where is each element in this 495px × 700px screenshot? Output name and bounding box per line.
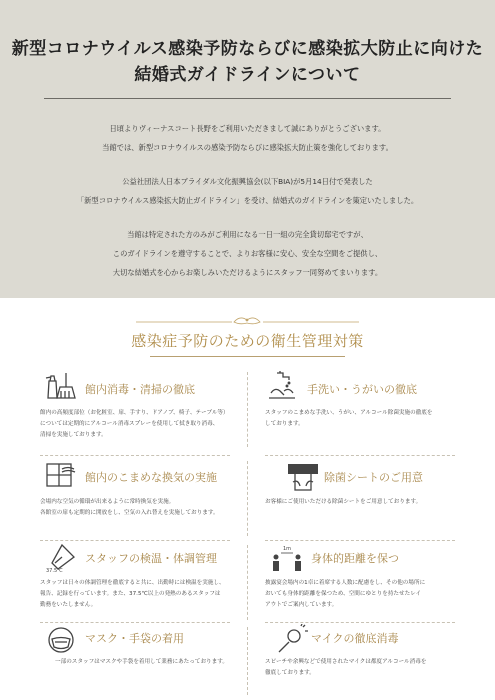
column-divider [247, 372, 248, 447]
ventilation-icon [44, 460, 78, 490]
intro-line: 「新型コロナウイルス感染拡大防止ガイドライン」を受け、結婚式のガイドラインを策定いたしました。 [76, 196, 419, 205]
card-description: スタッフのこまめな手洗い、うがい、アルコール除菌実施の徹底を しております。 [265, 410, 433, 427]
intro-line: 大切な結婚式を心からお楽しみいただけるようにスタッフ一同努めてまいります。 [112, 268, 383, 277]
card-description: スタッフは日々の体調管理を徹底すると共に、出勤時には検温を実施し、 報告、記録を行っています。また、37.5℃以上の発熱のあるスタッフは 勤務をいたしません。 [40, 580, 225, 608]
card-title: 館内のこまめな換気の実施 [85, 471, 217, 484]
intro-line: このガイドラインを遵守することで、よりお客様に安心、安全な空間をご提供し、 [112, 249, 383, 258]
card-description: 館内の高頻度部位（お化粧室、扉、手すり、ドアノブ、椅子、テーブル等） については定期的にアルコール消毒スプレーを使用して拭き取り消毒、 清掃を実施しております。 [40, 410, 229, 438]
header-banner [0, 0, 495, 298]
section-title: 感染症予防のための衛生管理対策 [131, 332, 364, 350]
svg-text:37.5℃: 37.5℃ [46, 568, 63, 573]
intro-line: 日頃よりヴィーナスコート長野をご利用いただきまして誠にありがとうございます。 [109, 124, 386, 133]
card-title: マスク・手袋の着用 [85, 632, 184, 645]
page-title-line1: 新型コロナウイルス感染予防ならびに感染拡大防止に向けた [11, 39, 484, 59]
page-title-line2: 結婚式ガイドラインについて [134, 65, 361, 85]
row-divider [265, 455, 455, 456]
distance-icon [270, 543, 304, 573]
card-title: 館内消毒・清掃の徹底 [85, 383, 195, 396]
row-divider [265, 540, 455, 541]
column-divider [247, 461, 248, 536]
microphone-icon [275, 624, 309, 654]
svg-text:1m: 1m [283, 546, 292, 552]
intro-line: 当館では、新型コロナウイルスの感染予防ならびに感染拡大防止策を強化しております。 [102, 143, 393, 152]
card-description: スピーチや余興などで使用されたマイクは都度アルコール消毒を 徹底しております。 [265, 659, 427, 676]
row-divider [265, 622, 455, 623]
thermometer-icon [44, 543, 78, 573]
card-description: 会場内な空気の循環が出来るように常時換気を実施。 各館室の扉も定期的に開放をし、空気の入れ替えを実施しております。 [40, 499, 219, 516]
card-description: お客様にご使用いただける除菌シートをご用意しております。 [265, 499, 422, 505]
wipe-sheet-icon [286, 462, 320, 492]
handwash-icon [265, 371, 299, 401]
intro-line: 当館は特定された方のみがご利用になる一日一組の完全貸切邸宅ですが、 [127, 230, 368, 239]
intro-line: 公益社団法人日本ブライダル文化振興協会(以下BIA)が5月14日付で発表した [122, 177, 373, 186]
card-description: 一部のスタッフはマスクや手袋を着用して業務にあたっております。 [55, 659, 228, 665]
card-title: マイクの徹底消毒 [311, 632, 399, 645]
title-divider [44, 98, 451, 99]
card-title: 除菌シートのご用意 [324, 471, 423, 484]
cleaning-broom-icon [44, 371, 78, 401]
row-divider [40, 622, 230, 623]
row-divider [40, 455, 230, 456]
column-divider [247, 545, 248, 620]
card-title: 手洗い・うがいの徹底 [307, 383, 417, 396]
mask-icon [44, 625, 78, 655]
column-divider [247, 627, 248, 695]
card-title: スタッフの検温・体調管理 [85, 552, 217, 565]
card-description: 披露宴会場内の1卓に着席する人数に配慮をし、その他の場所に おいても身体的距離を保つため、空間にゆとりを持たせたレイ アウトでご案内しています。 [265, 580, 426, 608]
ornament-divider [136, 314, 359, 326]
row-divider [40, 540, 230, 541]
section-underline [150, 356, 345, 357]
card-title: 身体的距離を保つ [311, 552, 399, 565]
